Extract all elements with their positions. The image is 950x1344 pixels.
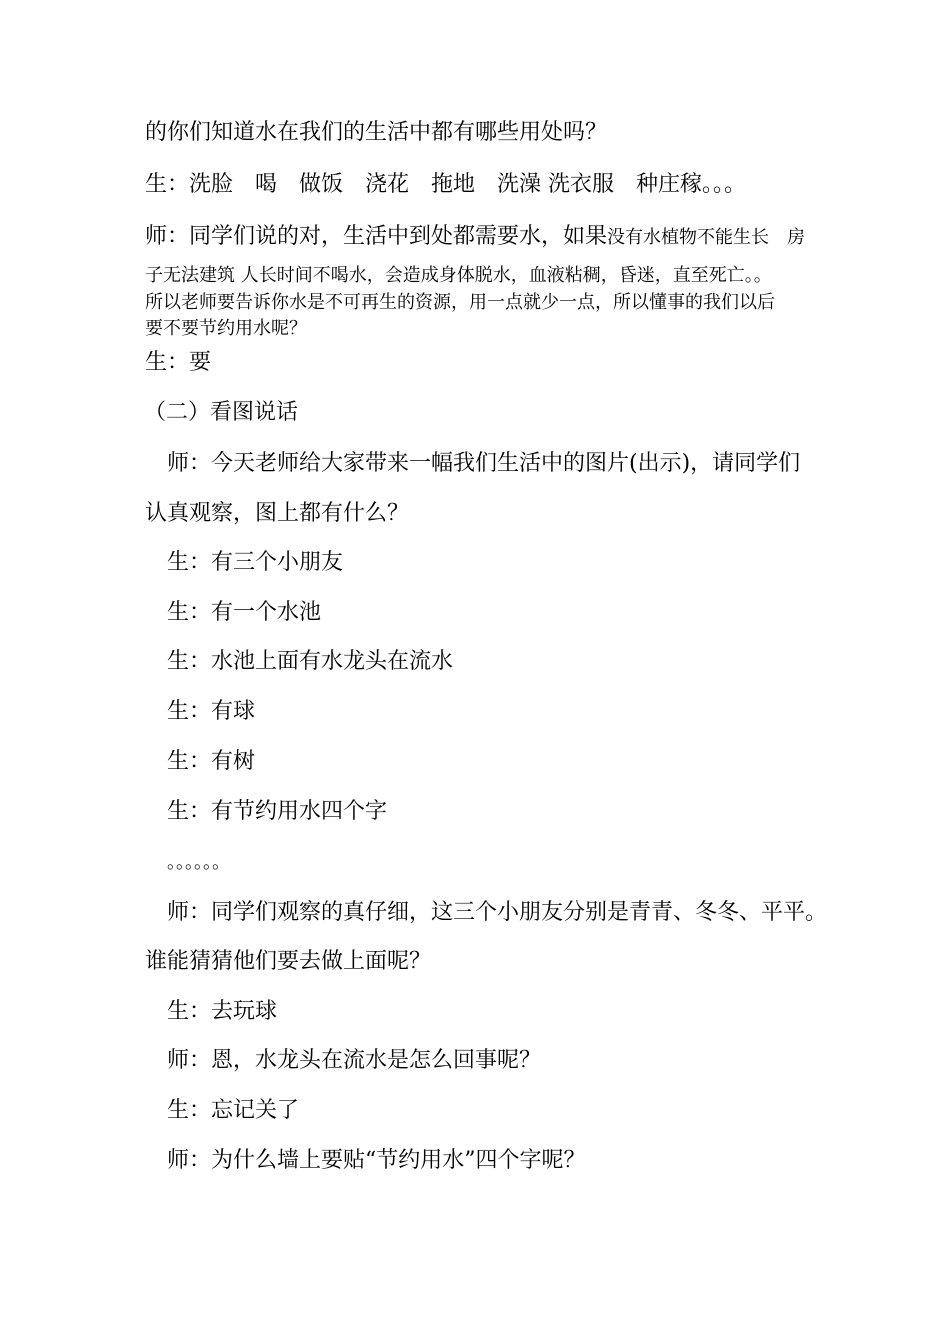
text-line: 的你们知道水在我们的生活中都有哪些用处吗？ <box>145 120 608 145</box>
text-line: 师：今天老师给大家带来一幅我们生活中的图片(出示)，请同学们 <box>167 451 801 476</box>
text-line: 生：有节约用水四个字 <box>167 799 388 824</box>
text-span-small: 没有水植物不能生长 房 <box>607 227 806 248</box>
text-line: 所以老师要告诉你水是不可再生的资源，用一点就少一点，所以懂事的我们以后 <box>145 292 775 313</box>
text-line: 认真观察，图上都有什么？ <box>145 501 410 526</box>
text-line: 师：为什么墙上要贴“节约用水”四个字呢？ <box>167 1148 586 1173</box>
text-line: 子无法建筑 人长时间不喝水，会造成身体脱水，血液粘稠，昏迷，直至死亡。。 <box>145 265 772 286</box>
ellipsis-line: 。。。。。。 <box>167 852 230 873</box>
text-line: 生：有树 <box>167 749 256 774</box>
text-line: 生：有三个小朋友 <box>167 550 344 575</box>
text-line: 生：有球 <box>167 699 256 724</box>
text-line: 师：同学们观察的真仔细，这三个小朋友分别是青青、冬冬、平平。 <box>167 900 828 925</box>
section-heading: （二）看图说话 <box>144 400 299 425</box>
text-line: 师：恩，水龙头在流水是怎么回事呢？ <box>167 1048 542 1073</box>
text-line: 生：有一个水池 <box>167 600 322 625</box>
text-line: 要不要节约用水呢？ <box>145 318 307 339</box>
text-line: 生：去玩球 <box>167 999 278 1024</box>
text-line: 生：忘记关了 <box>167 1098 300 1123</box>
text-span: 师：同学们说的对，生活中到处都需要水，如果 <box>145 224 608 249</box>
text-line: 生：洗脸 喝 做饭 浇花 拖地 洗澡 洗衣服 种庄稼。。。 <box>145 172 746 197</box>
text-line-mixed <box>145 224 805 251</box>
text-line: 谁能猜猜他们要去做上面呢？ <box>145 949 432 974</box>
text-line: 生：要 <box>145 350 212 375</box>
text-line: 生：水池上面有水龙头在流水 <box>167 649 454 674</box>
